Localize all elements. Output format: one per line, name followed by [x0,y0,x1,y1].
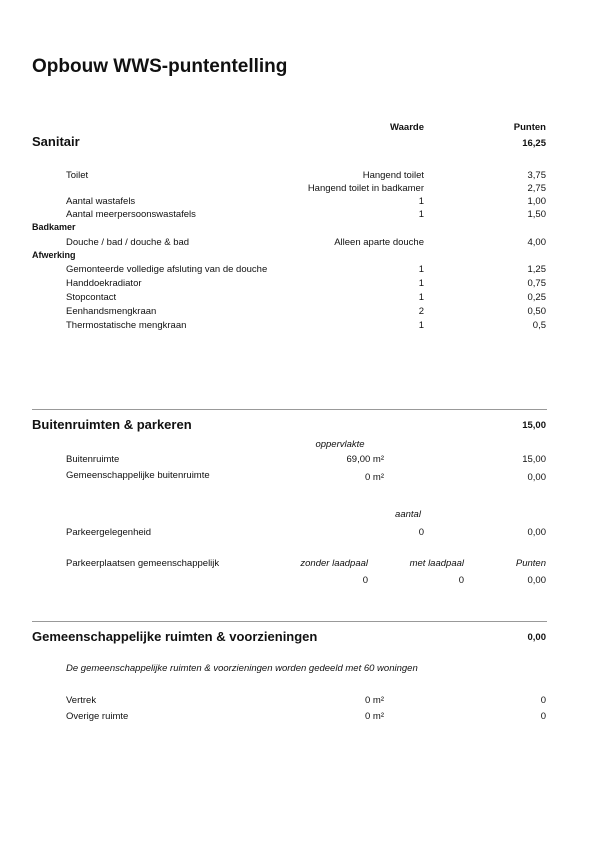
row-value-met-laadpaal: 0 [458,575,464,586]
section-divider [32,621,547,622]
subheading-badkamer: Badkamer [32,222,76,232]
row-points-gemeenschappelijke-buitenruimte: 0,00 [527,472,546,483]
section-total-gemeenschappelijke-ruimten: 0,00 [527,632,546,643]
column-label-met-laadpaal: met laadpaal [409,558,464,569]
row-points-vertrek: 0 [540,695,546,706]
section-total-sanitair: 16,25 [522,138,546,149]
row-value-wastafels: 1 [418,196,424,207]
row-points-afsluiting-douche: 1,25 [527,264,546,275]
row-points-thermostatische-mengkraan: 0,5 [532,320,546,331]
row-value-douche-bad: Alleen aparte douche [334,237,424,248]
row-label-parkeergelegenheid: Parkeergelegenheid [66,527,152,538]
row-points-stopcontact: 0,25 [527,292,546,303]
row-points-douche-bad: 4,00 [527,237,546,248]
column-label-punten: Punten [515,558,546,569]
section-note: De gemeenschappelijke ruimten & voorzieningen worden gedeeld met 60 woningen [66,663,418,674]
page-title: Opbouw WWS-puntentelling [32,56,288,77]
row-value-stopcontact: 1 [418,292,424,303]
column-header-punten: Punten [513,122,546,133]
row-points-handdoekradiator: 0,75 [527,278,546,289]
row-value-vertrek: 0 m² [365,695,384,706]
row-label-overige-ruimte: Overige ruimte [66,711,129,722]
row-points-parkeerplaatsen-gemeenschappelijk: 0,00 [527,575,546,586]
row-value-afsluiting-douche: 1 [418,264,424,275]
section-title-buitenruimten: Buitenruimten & parkeren [32,417,192,432]
row-points-buitenruimte: 15,00 [522,454,546,465]
row-label-vertrek: Vertrek [66,695,97,706]
row-label-stopcontact: Stopcontact [66,292,117,303]
row-value-thermostatische-mengkraan: 1 [418,320,424,331]
row-label-toilet: Toilet [66,170,89,181]
row-points-toilet-badkamer: 2,75 [527,183,546,194]
column-label-oppervlakte: oppervlakte [315,439,365,450]
section-title-sanitair: Sanitair [32,134,80,149]
row-label-buitenruimte: Buitenruimte [66,454,120,465]
row-value-toilet-badkamer: Hangend toilet in badkamer [307,183,424,194]
row-label-eenhandsmengkraan: Eenhandsmengkraan [66,306,157,317]
row-label-meerpersoonswastafels: Aantal meerpersoonswastafels [66,209,196,220]
column-label-aantal: aantal [395,509,421,520]
row-label-handdoekradiator: Handdoekradiator [66,278,142,289]
row-label-gemeenschappelijke-buitenruimte: Gemeenschappelijke buitenruimte [66,470,210,481]
row-value-handdoekradiator: 1 [418,278,424,289]
row-points-parkeergelegenheid: 0,00 [527,527,546,538]
column-label-zonder-laadpaal: zonder laadpaal [300,558,368,569]
row-points-eenhandsmengkraan: 0,50 [527,306,546,317]
section-divider [32,409,547,410]
row-label-thermostatische-mengkraan: Thermostatische mengkraan [66,320,187,331]
row-value-eenhandsmengkraan: 2 [418,306,424,317]
row-value-gemeenschappelijke-buitenruimte: 0 m² [365,472,384,483]
row-points-wastafels: 1,00 [527,196,546,207]
subheading-afwerking: Afwerking [32,250,76,260]
row-value-zonder-laadpaal: 0 [362,575,368,586]
section-title-gemeenschappelijke-ruimten: Gemeenschappelijke ruimten & voorzieningen [32,629,318,644]
row-points-meerpersoonswastafels: 1,50 [527,209,546,220]
row-points-overige-ruimte: 0 [540,711,546,722]
row-label-afsluiting-douche: Gemonteerde volledige afsluting van de douche [66,264,268,275]
row-label-parkeerplaatsen-gemeenschappelijk: Parkeerplaatsen gemeenschappelijk [66,558,220,569]
row-value-toilet: Hangend toilet [362,170,424,181]
row-label-douche-bad: Douche / bad / douche & bad [66,237,190,248]
column-header-waarde: Waarde [390,122,424,133]
row-points-toilet: 3,75 [527,170,546,181]
row-value-overige-ruimte: 0 m² [365,711,384,722]
row-label-wastafels: Aantal wastafels [66,196,136,207]
row-value-meerpersoonswastafels: 1 [418,209,424,220]
row-value-parkeergelegenheid: 0 [418,527,424,538]
section-total-buitenruimten: 15,00 [522,420,546,431]
row-value-buitenruimte: 69,00 m² [346,454,384,465]
